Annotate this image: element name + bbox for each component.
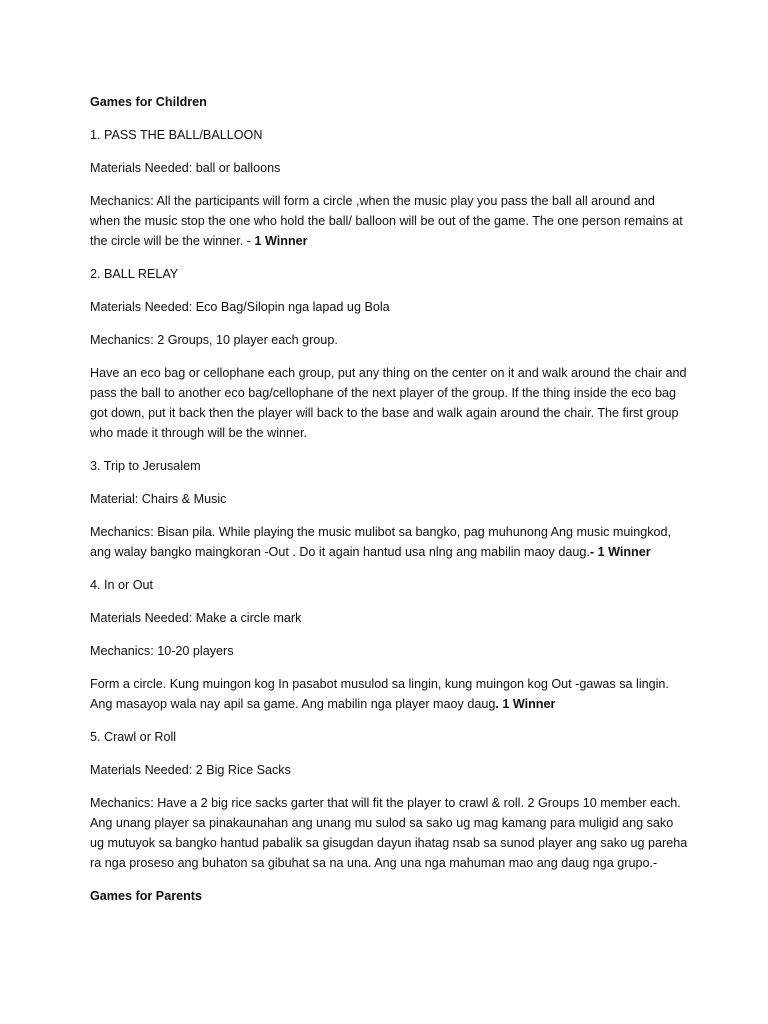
game5-materials: Materials Needed: 2 Big Rice Sacks	[90, 763, 291, 777]
game4-materials: Materials Needed: Make a circle mark	[90, 611, 302, 625]
game5-mechanics: Mechanics: Have a 2 big rice sacks garter that will fit the player to crawl & roll. 2 Groups 10 member each. Ang unang player sa pinakaunahan ang unang mu sulod sa sako ug mag kamang para muligid ang sako ug mutuyok sa bangko hantud pabalik sa gisugdan dayun ihatag nsab sa sunod player ang sako ug pareha ra nga proseso ang buhaton sa gibuhat sa na una. Ang una nga mahuman mao ang daug nga grupo.-	[90, 796, 688, 870]
heading-games-for-parents: Games for Parents	[90, 889, 202, 903]
game4-description-text: Form a circle. Kung muingon kog In pasabot musulod sa lingin, kung muingon kog Out -gawas sa lingin. Ang masayop wala nay apil sa game. Ang mabilin nga player maoy daug	[90, 677, 669, 711]
game1-title: 1. PASS THE BALL/BALLOON	[90, 128, 263, 142]
heading-games-for-children: Games for Children	[90, 95, 207, 109]
game1-mechanics	[90, 191, 688, 251]
game2-description: Have an eco bag or cellophane each group, put any thing on the center on it and walk around the chair and pass the ball to another eco bag/cellophane of the next player of the group. If the thing inside the eco bag got down, put it back then the player will back to the base and walk again around the chair. The first group who made it through will be the winner.	[90, 366, 687, 440]
game1-mechanics-text: Mechanics: All the participants will form a circle ,when the music play you pass the ball all around and when the music stop the one who hold the ball/ balloon will be out of the game. The one person remains at the circle will be the winner. -	[90, 194, 683, 248]
game3-winner: - 1 Winner	[589, 545, 651, 559]
game1-materials: Materials Needed: ball or balloons	[90, 161, 281, 175]
game3-title: 3. Trip to Jerusalem	[90, 459, 201, 473]
game2-title: 2. BALL RELAY	[90, 267, 179, 281]
game3-materials: Material: Chairs & Music	[90, 492, 227, 506]
game2-materials: Materials Needed: Eco Bag/Silopin nga lapad ug Bola	[90, 300, 390, 314]
game5-title: 5. Crawl or Roll	[90, 730, 177, 744]
game2-mechanics: Mechanics: 2 Groups, 10 player each group.	[90, 333, 338, 347]
game3-mechanics	[90, 522, 688, 562]
game4-description	[90, 674, 688, 714]
game4-title: 4. In or Out	[90, 578, 153, 592]
game4-mechanics: Mechanics: 10-20 players	[90, 644, 234, 658]
game3-mechanics-text: Mechanics: Bisan pila. While playing the music mulibot sa bangko, pag muhunong Ang music muingkod, ang walay bangko maingkoran -Out . Do it again hantud usa nlng ang mabilin maoy daug.	[90, 525, 672, 559]
game1-winner: 1 Winner	[254, 234, 308, 248]
game4-winner: . 1 Winner	[495, 697, 556, 711]
